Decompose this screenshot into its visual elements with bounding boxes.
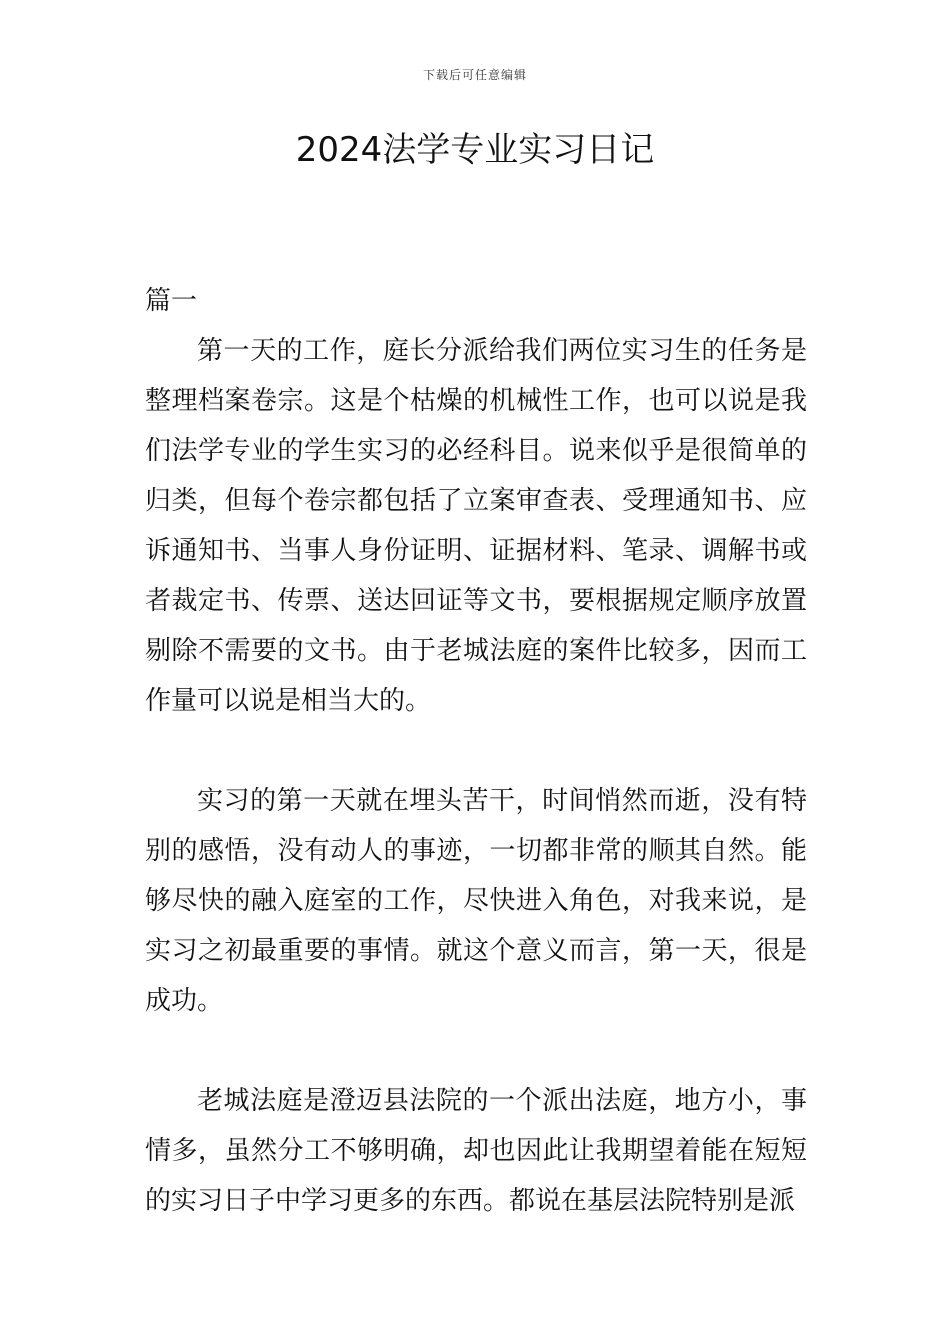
page-header-note: 下载后可任意编辑 <box>422 68 527 82</box>
section-label: 篇一 <box>145 286 198 316</box>
paragraph-block <box>145 776 807 1026</box>
document-title: 2024法学专业实习日记 <box>295 130 655 170</box>
paragraph-1: 第一天的工作，庭长分派给我们两位实习生的任务是整理档案卷宗。这是个枯燥的机械性工作，也可以说是我们法学专业的学生实习的必经科目。说来似乎是很简单的归类，但每个卷宗都包括了立案审查表、受理通知书、应诉通知书、当事人身份证明、证据材料、笔录、调解书或者裁定书、传票、送达回证等文书，要根据规定顺序放置剔除不需要的文书。由于老城法庭的案件比较多，因而工作量可以说是相当大的。 <box>145 336 807 716</box>
paragraph-block <box>145 1076 807 1226</box>
paragraph-2: 实习的第一天就在埋头苦干，时间悄然而逝，没有特别的感悟，没有动人的事迹，一切都非常的顺其自然。能够尽快的融入庭室的工作，尽快进入角色，对我来说，是实习之初最重要的事情。就这个意义而言，第一天，很是成功。 <box>145 786 807 1016</box>
paragraph-3: 老城法庭是澄迈县法院的一个派出法庭，地方小，事情多，虽然分工不够明确，却也因此让我期望着能在短短的实习日子中学习更多的东西。都说在基层法院特别是派 <box>145 1086 807 1216</box>
paragraph-block <box>145 326 807 726</box>
